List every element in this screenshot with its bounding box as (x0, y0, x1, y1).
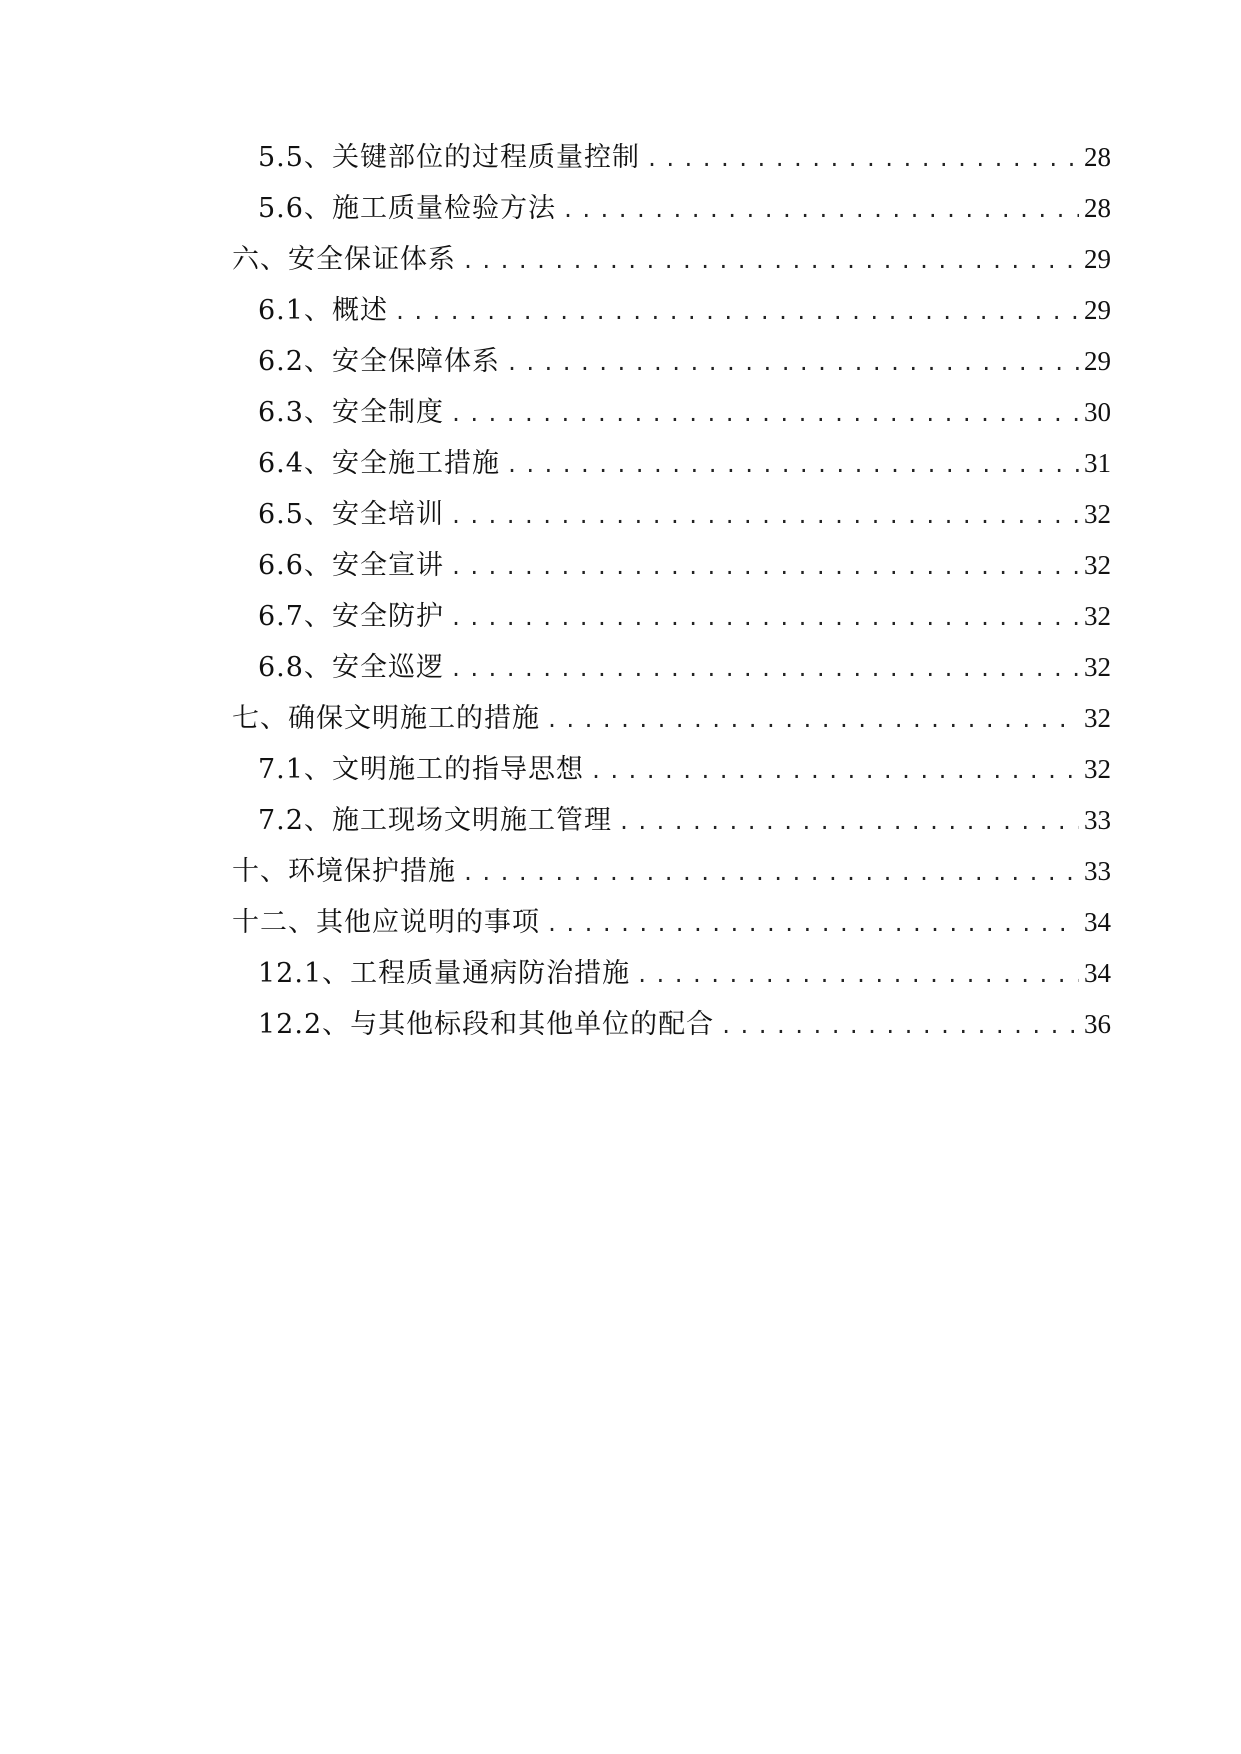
toc-page-number: 32 (1084, 703, 1111, 733)
toc-entry-title: 6.8、安全巡逻 (258, 652, 444, 683)
toc-entry-title: 十、环境保护措施 (232, 856, 456, 887)
toc-entry-title: 十二、其他应说明的事项 (232, 907, 540, 938)
toc-page-number: 32 (1084, 550, 1111, 580)
toc-entry-chapter-6[interactable] (232, 241, 1111, 277)
toc-entry-5-5[interactable] (258, 139, 1111, 175)
toc-entry-title: 6.7、安全防护 (258, 601, 444, 632)
toc-leader-dots (450, 396, 1079, 432)
toc-entry-7-1[interactable] (258, 751, 1111, 787)
toc-entry-title: 7.1、文明施工的指导思想 (258, 754, 584, 785)
toc-entry-12-1[interactable] (258, 955, 1111, 991)
toc-page-number: 33 (1084, 856, 1111, 886)
toc-entry-6-4[interactable] (258, 445, 1111, 481)
toc-entry-6-5[interactable] (258, 496, 1111, 532)
toc-entry-title: 6.2、安全保障体系 (258, 346, 500, 377)
toc-entry-6-6[interactable] (258, 547, 1111, 583)
toc-leader-dots (618, 804, 1079, 840)
toc-page-number: 34 (1084, 958, 1111, 988)
toc-entry-6-8[interactable] (258, 649, 1111, 685)
toc-entry-6-3[interactable] (258, 394, 1111, 430)
toc-leader-dots (636, 957, 1079, 993)
toc-page-number: 34 (1084, 907, 1111, 937)
toc-leader-dots (506, 447, 1079, 483)
toc-leader-dots (450, 549, 1079, 585)
toc-entry-6-2[interactable] (258, 343, 1111, 379)
toc-page-number: 32 (1084, 499, 1111, 529)
toc-entry-title: 5.5、关键部位的过程质量控制 (258, 142, 640, 173)
toc-page-number: 29 (1084, 244, 1111, 274)
toc-entry-6-7[interactable] (258, 598, 1111, 634)
toc-entry-title: 5.6、施工质量检验方法 (258, 193, 556, 224)
toc-leader-dots (394, 294, 1079, 330)
toc-leader-dots (646, 141, 1079, 177)
toc-page-number: 33 (1084, 805, 1111, 835)
toc-entry-title: 12.1、工程质量通病防治措施 (258, 958, 631, 989)
toc-entry-title: 6.3、安全制度 (258, 397, 444, 428)
toc-entry-title: 6.4、安全施工措施 (258, 448, 500, 479)
toc-page-number: 30 (1084, 397, 1111, 427)
toc-page-number: 36 (1084, 1009, 1111, 1039)
toc-entry-title: 六、安全保证体系 (232, 244, 456, 275)
toc-page-number: 29 (1084, 295, 1111, 325)
toc-entry-chapter-10[interactable] (232, 853, 1111, 889)
toc-entry-title: 7.2、施工现场文明施工管理 (258, 805, 612, 836)
toc-leader-dots (462, 243, 1079, 279)
toc-entry-6-1[interactable] (258, 292, 1111, 328)
toc-entry-title: 七、确保文明施工的措施 (232, 703, 540, 734)
toc-leader-dots (462, 855, 1079, 891)
toc-page-number: 31 (1084, 448, 1111, 478)
toc-leader-dots (450, 600, 1079, 636)
toc-page-number: 28 (1084, 142, 1111, 172)
toc-leader-dots (506, 345, 1079, 381)
toc-leader-dots (562, 192, 1079, 228)
toc-page-number: 29 (1084, 346, 1111, 376)
toc-leader-dots (546, 906, 1079, 942)
toc-entry-title: 6.5、安全培训 (258, 499, 444, 530)
toc-entry-12-2[interactable] (258, 1006, 1111, 1042)
toc-leader-dots (546, 702, 1079, 738)
toc-page-number: 32 (1084, 754, 1111, 784)
toc-leader-dots (590, 753, 1079, 789)
toc-entry-title: 6.1、概述 (258, 295, 388, 326)
toc-entry-title: 12.2、与其他标段和其他单位的配合 (258, 1009, 715, 1040)
toc-page-number: 32 (1084, 601, 1111, 631)
toc-page-number: 28 (1084, 193, 1111, 223)
toc-leader-dots (450, 498, 1079, 534)
toc-leader-dots (720, 1008, 1079, 1044)
toc-page-number: 32 (1084, 652, 1111, 682)
toc-leader-dots (450, 651, 1079, 687)
toc-entry-chapter-12[interactable] (232, 904, 1111, 940)
toc-entry-5-6[interactable] (258, 190, 1111, 226)
toc-entry-7-2[interactable] (258, 802, 1111, 838)
toc-entry-title: 6.6、安全宣讲 (258, 550, 444, 581)
toc-entry-chapter-7[interactable] (232, 700, 1111, 736)
